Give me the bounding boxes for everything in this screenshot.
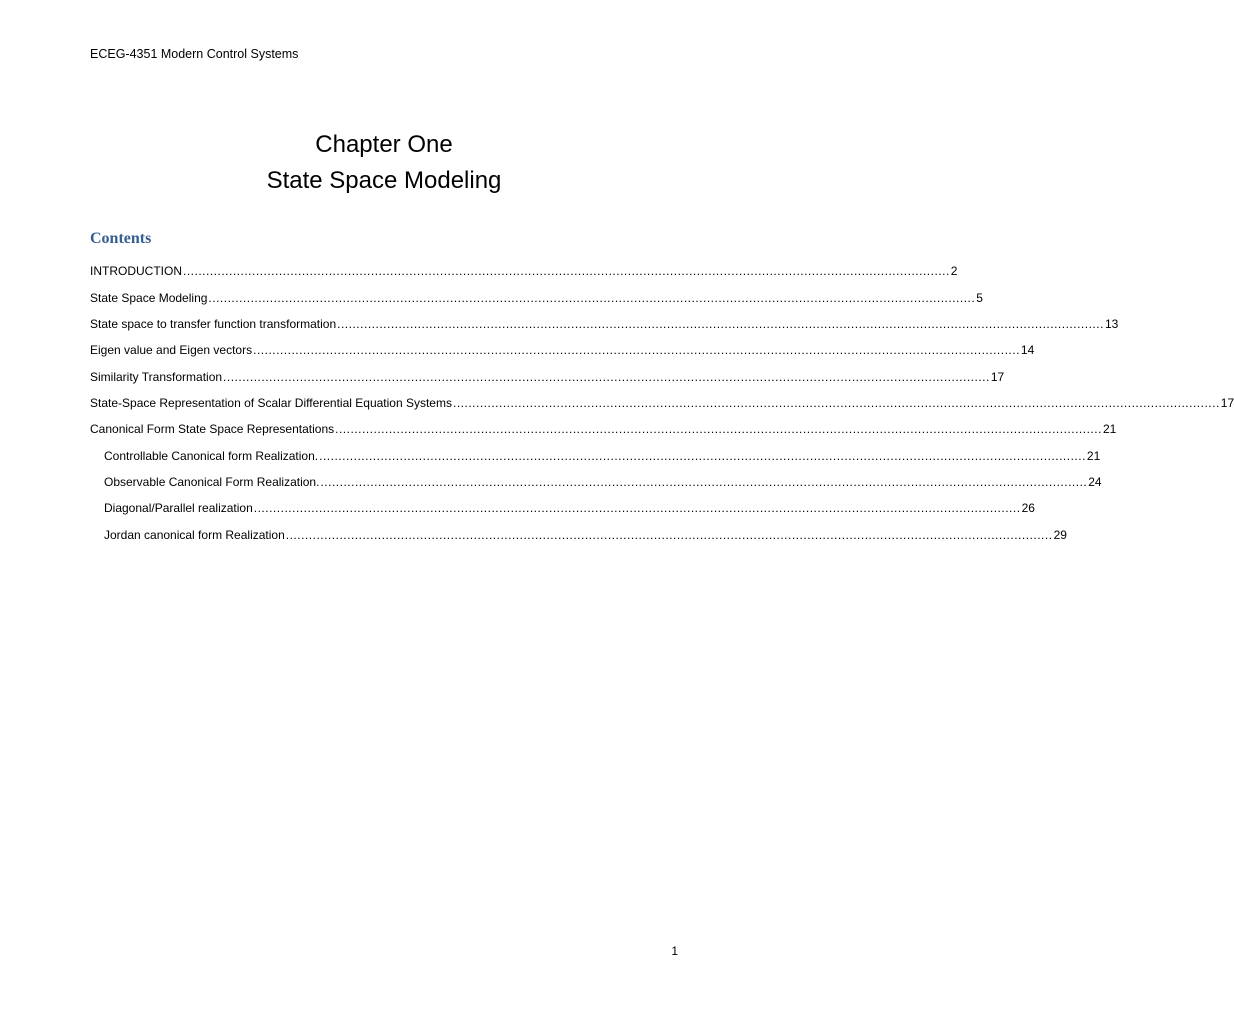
toc-subentry[interactable] — [90, 490, 1035, 516]
toc-subentry[interactable] — [90, 464, 1102, 490]
toc-entry-page: 14 — [1020, 343, 1035, 358]
toc-entry-label: Jordan canonical form Realization — [104, 527, 285, 542]
toc-subentry[interactable] — [90, 516, 1067, 542]
toc-entry[interactable] — [90, 385, 1234, 411]
toc-entry[interactable] — [90, 253, 958, 279]
toc-entry-page: 2 — [950, 264, 958, 279]
toc-entry-label: State space to transfer function transformation — [90, 317, 337, 332]
toc-leader-dots: ........................................................................................................................................................................................................ — [337, 317, 1104, 332]
toc-entry-page: 17 — [1220, 396, 1234, 411]
toc-entry-label: Controllable Canonical form Realization. — [104, 448, 319, 463]
toc-subentry[interactable] — [90, 437, 1101, 463]
toc-entry-page: 26 — [1021, 501, 1035, 516]
toc-entry-label: Similarity Transformation — [90, 369, 223, 384]
toc-entry[interactable] — [90, 411, 1117, 437]
toc-leader-dots: ........................................................................................................................................................................................................ — [183, 264, 950, 279]
toc-entry-label: State Space Modeling — [90, 290, 208, 305]
toc-leader-dots: ........................................................................................................................................................................................................ — [253, 343, 1020, 358]
toc-leader-dots: ........................................................................................................................................................................................................ — [208, 290, 976, 305]
toc-entry-label: Observable Canonical Form Realization. — [104, 475, 320, 490]
toc-leader-dots: ........................................................................................................................................................................................................ — [335, 422, 1102, 437]
toc-entry-page: 24 — [1088, 475, 1102, 490]
toc-leader-dots: ........................................................................................................................................................................................................ — [253, 501, 1021, 516]
toc-leader-dots: ........................................................................................................................................................................................................ — [319, 448, 1086, 463]
toc-entry[interactable] — [90, 358, 1005, 384]
toc-entry-page: 17 — [990, 369, 1005, 384]
toc-leader-dots: ........................................................................................................................................................................................................ — [285, 527, 1053, 542]
contents-heading: Contents — [90, 230, 152, 247]
toc-leader-dots: ........................................................................................................................................................................................................ — [452, 396, 1220, 411]
toc-leader-dots: ........................................................................................................................................................................................................ — [320, 475, 1088, 490]
toc-entry-label: State-Space Representation of Scalar Differential Equation Systems — [90, 396, 452, 411]
toc-entry-label: Diagonal/Parallel realization — [104, 501, 253, 516]
page-number: 1 — [671, 944, 678, 958]
toc-entry-page: 5 — [976, 290, 983, 305]
running-header: ECEG-4351 Modern Control Systems — [90, 47, 299, 61]
toc-entry-label: INTRODUCTION — [90, 264, 182, 279]
toc-leader-dots: ........................................................................................................................................................................................................ — [223, 369, 990, 384]
toc-entry-label: Eigen value and Eigen vectors — [90, 343, 253, 358]
toc-entry[interactable] — [90, 279, 983, 305]
table-of-contents — [90, 253, 1234, 543]
chapter-title: Chapter One — [315, 131, 453, 158]
toc-entry-page: 21 — [1102, 422, 1117, 437]
toc-entry-page: 13 — [1104, 317, 1119, 332]
toc-entry-page: 21 — [1086, 448, 1101, 463]
toc-entry-label: Canonical Form State Space Representations — [90, 422, 335, 437]
toc-entry-page: 29 — [1053, 527, 1067, 542]
toc-entry[interactable] — [90, 332, 1035, 358]
chapter-subtitle: State Space Modeling — [266, 167, 502, 194]
toc-entry[interactable] — [90, 306, 1119, 332]
